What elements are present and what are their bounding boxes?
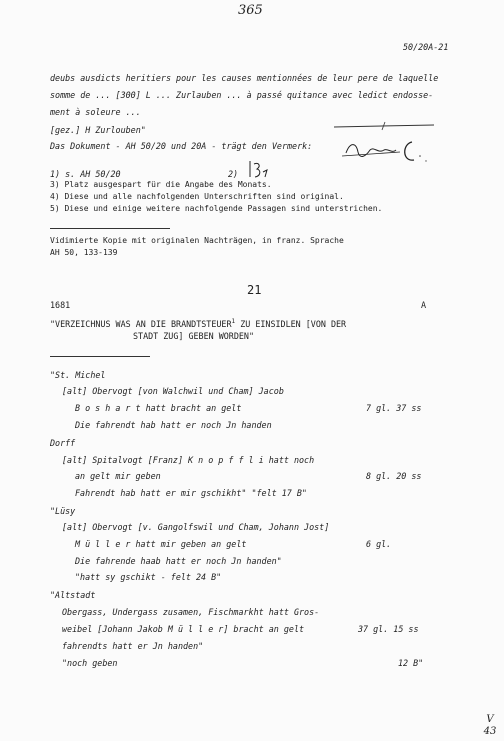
entry-line: B o s h a r t hatt bracht an gelt	[75, 403, 242, 413]
document-reference: 50/20A-21	[403, 42, 449, 52]
text-line: deubs ausdicts heritiers pour les causes mentionnées de leur pere de laquelle	[50, 73, 439, 83]
entry-line: [alt] Obervogt [v. Gangolfswil und Cham, Johann Jost]	[62, 522, 330, 532]
separator	[50, 228, 170, 229]
entry-line: "hatt sy gschikt - felt 24 B"	[75, 572, 222, 582]
text-line: ment à soleure ...	[50, 107, 141, 117]
entry-amount: 8 gl. 20 ss	[366, 471, 422, 481]
document-title-line-2: STADT ZUG] GEBEN WORDEN"	[133, 331, 255, 341]
entry-heading: "Altstadt	[50, 590, 96, 600]
entry-amount: 6 gl.	[366, 539, 392, 549]
separator	[50, 356, 150, 357]
entry-line: weibel [Johann Jakob M ü l l e r] bracht an gelt	[62, 624, 305, 634]
entry-line: fahrendts hatt er Jn handen"	[62, 641, 204, 651]
entry-line: Die fahrende haab hatt er noch Jn handen"	[75, 556, 282, 566]
corner-mark: V 43	[483, 714, 497, 737]
document-letter: A	[421, 300, 427, 310]
entry-line: M ü l l e r hatt mir geben an gelt	[75, 539, 247, 549]
text-line: Das Dokument - AH 50/20 und 20A - trägt den Vermerk:	[50, 141, 313, 151]
footnote-5: 5) Diese und einige weitere nachfolgende Passagen sind unterstrichen.	[50, 204, 383, 213]
footnote-2: 2)	[228, 169, 239, 179]
handwritten-footnote-mark	[247, 158, 275, 180]
title-part: "VERZEICHNUS WAS AN DIE BRANDTSTEUER	[50, 318, 232, 329]
footnote-3: 3) Platz ausgespart für die Angabe des Monats.	[50, 180, 272, 189]
footnote-1: 1) s. AH 50/20	[50, 169, 121, 179]
entry-heading: "St. Michel	[50, 370, 106, 380]
entry-heading: "Lüsy	[50, 506, 76, 516]
footnote-ref: 1	[231, 318, 236, 325]
document-year: 1681	[50, 300, 71, 310]
entry-amount: 12 B"	[398, 658, 424, 668]
entry-line: Fahrendt hab hatt er mir gschikht" "felt 17 B"	[75, 488, 307, 498]
entry-line: "noch geben	[62, 658, 118, 668]
entry-line: an gelt mir geben	[75, 471, 161, 481]
entry-line: [alt] Obervogt [von Walchwil und Cham] Jacob	[62, 386, 284, 396]
entry-line: Obergass, Undergass zusamen, Fischmarkht hatt Gros-	[62, 607, 320, 617]
handwritten-page-number: 365	[238, 3, 263, 18]
entry-line: Die fahrendt hab hatt er noch Jn handen	[75, 420, 272, 430]
entry-amount: 37 gl. 15 ss	[358, 624, 419, 634]
document-title	[50, 318, 346, 329]
document-number: 21	[247, 283, 262, 297]
source-reference: AH 50, 133-139	[50, 248, 118, 257]
source-note: Vidimierte Kopie mit originalen Nachträgen, in franz. Sprache	[50, 236, 344, 245]
entry-heading: Dorff	[50, 438, 76, 448]
signature-line: [gez.] H Zurlouben"	[50, 125, 146, 135]
handwritten-mark	[330, 120, 440, 172]
footnote-4: 4) Diese und alle nachfolgenden Unterschriften sind original.	[50, 192, 344, 201]
entry-amount: 7 gl. 37 ss	[366, 403, 422, 413]
entry-line: [alt] Spitalvogt [Franz] K n o p f f l i hatt noch	[62, 455, 315, 465]
text-line: somme de ... [300] L ... Zurlauben ... à passé quitance avec ledict endosse-	[50, 90, 434, 100]
title-part: ZU EINSIDLEN [VON DER	[235, 318, 347, 329]
